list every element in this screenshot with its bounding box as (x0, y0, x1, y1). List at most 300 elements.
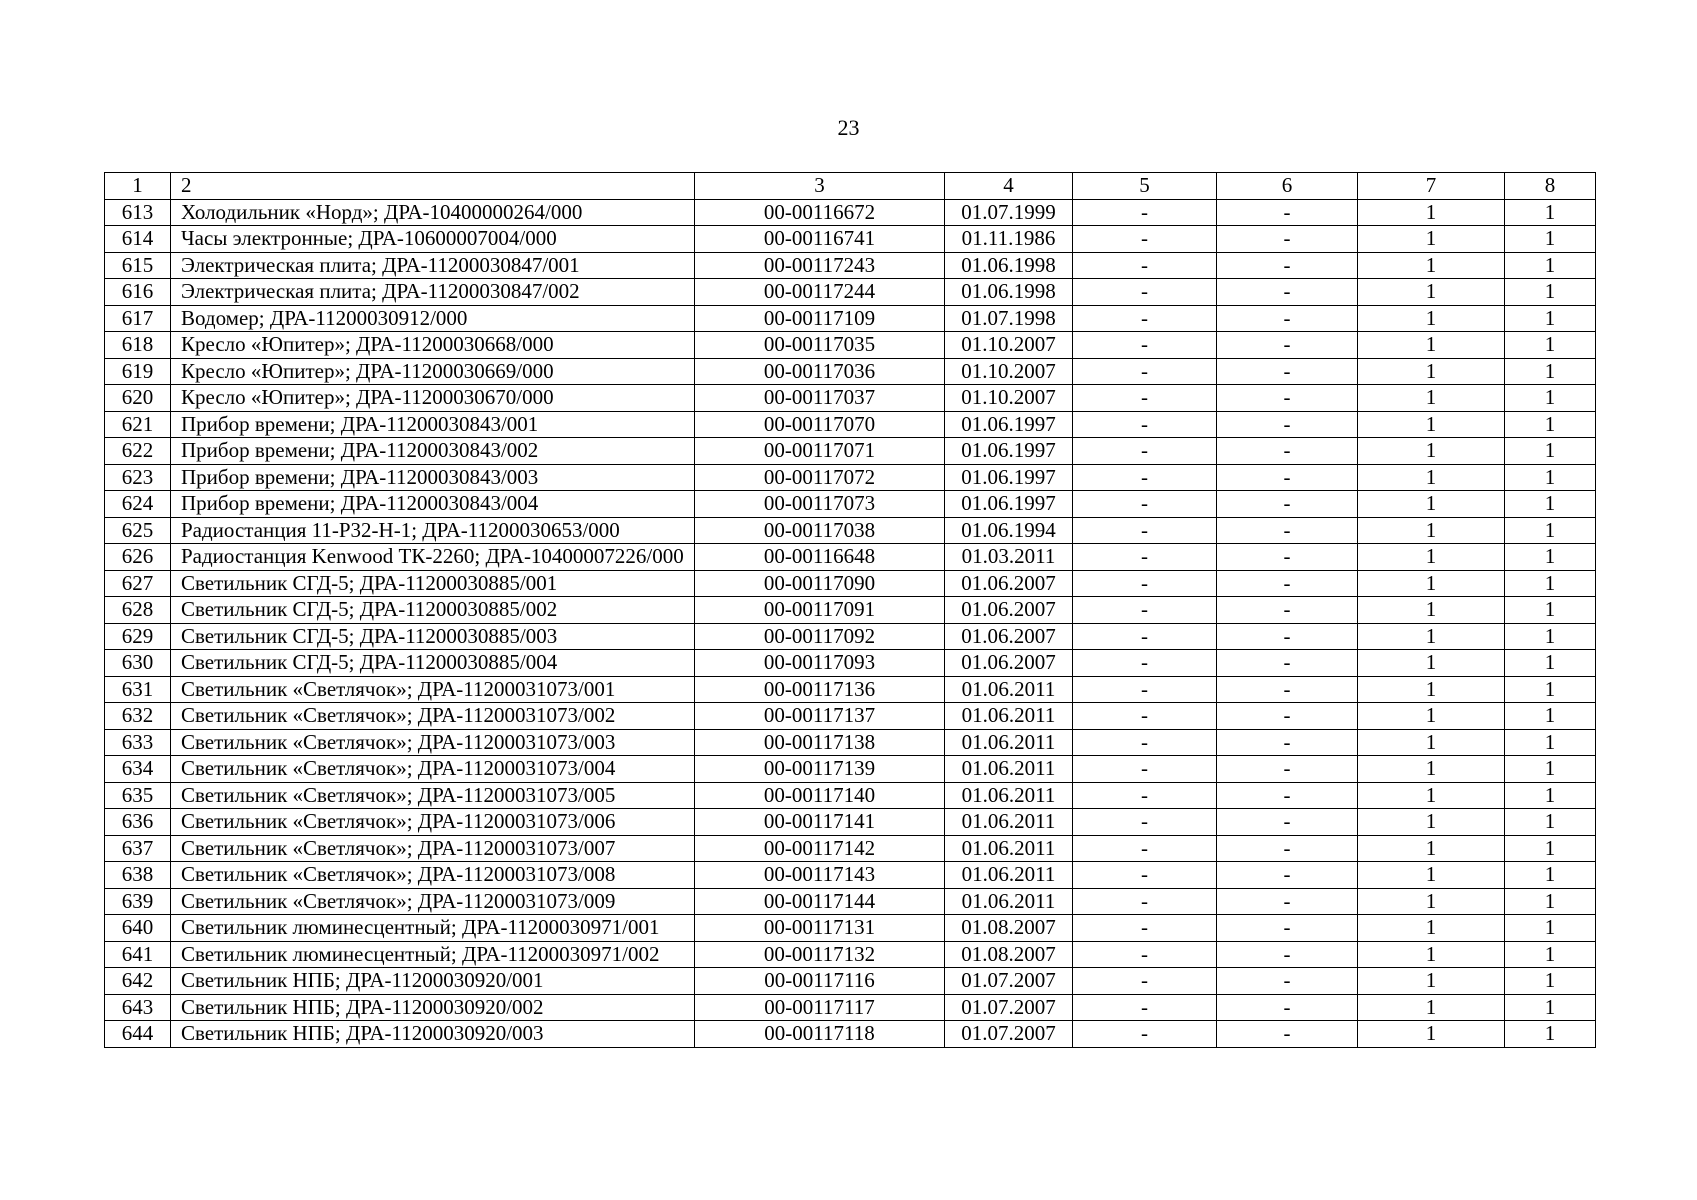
row-number-cell: 625 (105, 517, 171, 544)
item-name-cell: Радиостанция Kenwood ТК-2260; ДРА-10400007226/000 (171, 544, 695, 571)
column-6-cell: - (1217, 358, 1358, 385)
column-8-cell: 1 (1505, 438, 1596, 465)
date-cell: 01.06.1998 (945, 252, 1073, 279)
inventory-number-cell: 00-00117109 (695, 305, 945, 332)
date-cell: 01.06.1997 (945, 411, 1073, 438)
column-5-cell: - (1073, 544, 1217, 571)
column-6-cell: - (1217, 305, 1358, 332)
item-name-cell: Светильник НПБ; ДРА-11200030920/001 (171, 968, 695, 995)
row-number-cell: 624 (105, 491, 171, 518)
table-row (105, 464, 1596, 491)
column-7-cell: 1 (1358, 411, 1505, 438)
column-header-8: 8 (1505, 173, 1596, 200)
item-name-cell: Прибор времени; ДРА-11200030843/004 (171, 491, 695, 518)
date-cell: 01.06.1997 (945, 491, 1073, 518)
column-7-cell: 1 (1358, 623, 1505, 650)
date-cell: 01.06.2007 (945, 570, 1073, 597)
column-7-cell: 1 (1358, 968, 1505, 995)
column-7-cell: 1 (1358, 332, 1505, 359)
inventory-number-cell: 00-00117144 (695, 888, 945, 915)
row-number-cell: 619 (105, 358, 171, 385)
inventory-number-cell: 00-00117090 (695, 570, 945, 597)
table-row (105, 941, 1596, 968)
table-header (105, 173, 1596, 200)
table-row (105, 782, 1596, 809)
date-cell: 01.06.2011 (945, 888, 1073, 915)
inventory-number-cell: 00-00117091 (695, 597, 945, 624)
item-name-cell: Светильник НПБ; ДРА-11200030920/002 (171, 994, 695, 1021)
column-5-cell: - (1073, 676, 1217, 703)
table-row (105, 597, 1596, 624)
column-5-cell: - (1073, 491, 1217, 518)
date-cell: 01.10.2007 (945, 385, 1073, 412)
table-row (105, 994, 1596, 1021)
column-7-cell: 1 (1358, 305, 1505, 332)
table-row (105, 1021, 1596, 1048)
column-header-2: 2 (171, 173, 695, 200)
date-cell: 01.06.2007 (945, 650, 1073, 677)
column-6-cell: - (1217, 835, 1358, 862)
row-number-cell: 643 (105, 994, 171, 1021)
column-5-cell: - (1073, 623, 1217, 650)
column-6-cell: - (1217, 968, 1358, 995)
item-name-cell: Светильник «Светлячок»; ДРА-11200031073/009 (171, 888, 695, 915)
column-5-cell: - (1073, 994, 1217, 1021)
table-row (105, 491, 1596, 518)
table-row (105, 544, 1596, 571)
table-row (105, 676, 1596, 703)
date-cell: 01.06.2011 (945, 756, 1073, 783)
row-number-cell: 637 (105, 835, 171, 862)
inventory-number-cell: 00-00116741 (695, 226, 945, 253)
column-6-cell: - (1217, 279, 1358, 306)
column-5-cell: - (1073, 517, 1217, 544)
column-8-cell: 1 (1505, 915, 1596, 942)
row-number-cell: 630 (105, 650, 171, 677)
table-row (105, 968, 1596, 995)
date-cell: 01.10.2007 (945, 358, 1073, 385)
column-7-cell: 1 (1358, 888, 1505, 915)
row-number-cell: 638 (105, 862, 171, 889)
date-cell: 01.06.1994 (945, 517, 1073, 544)
table-row (105, 570, 1596, 597)
row-number-cell: 622 (105, 438, 171, 465)
column-6-cell: - (1217, 994, 1358, 1021)
date-cell: 01.06.2011 (945, 862, 1073, 889)
table-row (105, 279, 1596, 306)
table-row (105, 703, 1596, 730)
date-cell: 01.06.2007 (945, 597, 1073, 624)
inventory-number-cell: 00-00117141 (695, 809, 945, 836)
inventory-number-cell: 00-00117142 (695, 835, 945, 862)
column-5-cell: - (1073, 305, 1217, 332)
column-7-cell: 1 (1358, 729, 1505, 756)
column-7-cell: 1 (1358, 994, 1505, 1021)
column-8-cell: 1 (1505, 676, 1596, 703)
inventory-number-cell: 00-00117070 (695, 411, 945, 438)
column-7-cell: 1 (1358, 809, 1505, 836)
column-8-cell: 1 (1505, 703, 1596, 730)
column-5-cell: - (1073, 226, 1217, 253)
item-name-cell: Часы электронные; ДРА-10600007004/000 (171, 226, 695, 253)
inventory-number-cell: 00-00117037 (695, 385, 945, 412)
column-7-cell: 1 (1358, 835, 1505, 862)
row-number-cell: 613 (105, 199, 171, 226)
column-5-cell: - (1073, 385, 1217, 412)
column-6-cell: - (1217, 252, 1358, 279)
column-5-cell: - (1073, 703, 1217, 730)
item-name-cell: Кресло «Юпитер»; ДРА-11200030669/000 (171, 358, 695, 385)
column-6-cell: - (1217, 676, 1358, 703)
column-8-cell: 1 (1505, 1021, 1596, 1048)
column-8-cell: 1 (1505, 411, 1596, 438)
column-8-cell: 1 (1505, 729, 1596, 756)
row-number-cell: 617 (105, 305, 171, 332)
column-5-cell: - (1073, 729, 1217, 756)
column-7-cell: 1 (1358, 650, 1505, 677)
column-8-cell: 1 (1505, 888, 1596, 915)
inventory-number-cell: 00-00117132 (695, 941, 945, 968)
date-cell: 01.08.2007 (945, 941, 1073, 968)
date-cell: 01.07.1998 (945, 305, 1073, 332)
date-cell: 01.06.2011 (945, 703, 1073, 730)
date-cell: 01.03.2011 (945, 544, 1073, 571)
item-name-cell: Электрическая плита; ДРА-11200030847/002 (171, 279, 695, 306)
column-5-cell: - (1073, 411, 1217, 438)
column-5-cell: - (1073, 464, 1217, 491)
inventory-number-cell: 00-00117092 (695, 623, 945, 650)
date-cell: 01.06.1997 (945, 438, 1073, 465)
table-row (105, 199, 1596, 226)
row-number-cell: 642 (105, 968, 171, 995)
column-8-cell: 1 (1505, 862, 1596, 889)
column-5-cell: - (1073, 968, 1217, 995)
column-8-cell: 1 (1505, 756, 1596, 783)
column-6-cell: - (1217, 570, 1358, 597)
inventory-number-cell: 00-00117035 (695, 332, 945, 359)
table-row (105, 915, 1596, 942)
column-5-cell: - (1073, 597, 1217, 624)
table-row (105, 756, 1596, 783)
table-row (105, 411, 1596, 438)
table-row (105, 252, 1596, 279)
table-row (105, 888, 1596, 915)
column-8-cell: 1 (1505, 252, 1596, 279)
column-5-cell: - (1073, 1021, 1217, 1048)
item-name-cell: Светильник «Светлячок»; ДРА-11200031073/004 (171, 756, 695, 783)
column-7-cell: 1 (1358, 358, 1505, 385)
item-name-cell: Светильник СГД-5; ДРА-11200030885/002 (171, 597, 695, 624)
date-cell: 01.06.2007 (945, 623, 1073, 650)
inventory-number-cell: 00-00117137 (695, 703, 945, 730)
column-6-cell: - (1217, 385, 1358, 412)
row-number-cell: 620 (105, 385, 171, 412)
column-header-5: 5 (1073, 173, 1217, 200)
date-cell: 01.06.2011 (945, 729, 1073, 756)
column-header-7: 7 (1358, 173, 1505, 200)
column-7-cell: 1 (1358, 491, 1505, 518)
item-name-cell: Холодильник «Норд»; ДРА-10400000264/000 (171, 199, 695, 226)
column-5-cell: - (1073, 915, 1217, 942)
row-number-cell: 616 (105, 279, 171, 306)
row-number-cell: 634 (105, 756, 171, 783)
column-5-cell: - (1073, 756, 1217, 783)
item-name-cell: Кресло «Юпитер»; ДРА-11200030668/000 (171, 332, 695, 359)
date-cell: 01.10.2007 (945, 332, 1073, 359)
item-name-cell: Светильник «Светлячок»; ДРА-11200031073/008 (171, 862, 695, 889)
column-8-cell: 1 (1505, 623, 1596, 650)
table-body (105, 199, 1596, 1047)
row-number-cell: 621 (105, 411, 171, 438)
column-8-cell: 1 (1505, 835, 1596, 862)
item-name-cell: Светильник СГД-5; ДРА-11200030885/001 (171, 570, 695, 597)
column-6-cell: - (1217, 756, 1358, 783)
column-header-6: 6 (1217, 173, 1358, 200)
column-7-cell: 1 (1358, 941, 1505, 968)
column-header-3: 3 (695, 173, 945, 200)
inventory-number-cell: 00-00117093 (695, 650, 945, 677)
item-name-cell: Светильник «Светлячок»; ДРА-11200031073/005 (171, 782, 695, 809)
row-number-cell: 633 (105, 729, 171, 756)
column-8-cell: 1 (1505, 782, 1596, 809)
column-5-cell: - (1073, 941, 1217, 968)
row-number-cell: 631 (105, 676, 171, 703)
column-8-cell: 1 (1505, 570, 1596, 597)
item-name-cell: Прибор времени; ДРА-11200030843/003 (171, 464, 695, 491)
column-6-cell: - (1217, 332, 1358, 359)
header-row (105, 173, 1596, 200)
page-number: 23 (837, 115, 860, 140)
column-6-cell: - (1217, 411, 1358, 438)
column-7-cell: 1 (1358, 199, 1505, 226)
item-name-cell: Светильник «Светлячок»; ДРА-11200031073/007 (171, 835, 695, 862)
inventory-number-cell: 00-00117072 (695, 464, 945, 491)
column-7-cell: 1 (1358, 517, 1505, 544)
inventory-number-cell: 00-00117139 (695, 756, 945, 783)
item-name-cell: Светильник «Светлячок»; ДРА-11200031073/003 (171, 729, 695, 756)
item-name-cell: Кресло «Юпитер»; ДРА-11200030670/000 (171, 385, 695, 412)
row-number-cell: 641 (105, 941, 171, 968)
column-8-cell: 1 (1505, 994, 1596, 1021)
column-5-cell: - (1073, 199, 1217, 226)
inventory-number-cell: 00-00117117 (695, 994, 945, 1021)
item-name-cell: Прибор времени; ДРА-11200030843/002 (171, 438, 695, 465)
table-row (105, 650, 1596, 677)
item-name-cell: Светильник люминесцентный; ДРА-11200030971/002 (171, 941, 695, 968)
column-6-cell: - (1217, 226, 1358, 253)
inventory-number-cell: 00-00117136 (695, 676, 945, 703)
column-5-cell: - (1073, 438, 1217, 465)
inventory-number-cell: 00-00117138 (695, 729, 945, 756)
column-6-cell: - (1217, 888, 1358, 915)
item-name-cell: Радиостанция 11-Р32-Н-1; ДРА-11200030653/000 (171, 517, 695, 544)
column-7-cell: 1 (1358, 756, 1505, 783)
column-7-cell: 1 (1358, 570, 1505, 597)
item-name-cell: Светильник «Светлячок»; ДРА-11200031073/002 (171, 703, 695, 730)
row-number-cell: 627 (105, 570, 171, 597)
inventory-number-cell: 00-00117140 (695, 782, 945, 809)
column-8-cell: 1 (1505, 809, 1596, 836)
column-7-cell: 1 (1358, 544, 1505, 571)
row-number-cell: 628 (105, 597, 171, 624)
column-8-cell: 1 (1505, 385, 1596, 412)
date-cell: 01.06.2011 (945, 676, 1073, 703)
column-5-cell: - (1073, 570, 1217, 597)
column-5-cell: - (1073, 888, 1217, 915)
column-7-cell: 1 (1358, 226, 1505, 253)
inventory-number-cell: 00-00117143 (695, 862, 945, 889)
property-registry-table (104, 172, 1596, 1048)
date-cell: 01.07.2007 (945, 994, 1073, 1021)
item-name-cell: Светильник люминесцентный; ДРА-11200030971/001 (171, 915, 695, 942)
item-name-cell: Светильник «Светлячок»; ДРА-11200031073/006 (171, 809, 695, 836)
inventory-number-cell: 00-00117038 (695, 517, 945, 544)
column-5-cell: - (1073, 279, 1217, 306)
column-8-cell: 1 (1505, 199, 1596, 226)
column-8-cell: 1 (1505, 517, 1596, 544)
inventory-number-cell: 00-00116648 (695, 544, 945, 571)
column-7-cell: 1 (1358, 676, 1505, 703)
table-row (105, 332, 1596, 359)
column-8-cell: 1 (1505, 491, 1596, 518)
column-8-cell: 1 (1505, 358, 1596, 385)
table-row (105, 809, 1596, 836)
column-6-cell: - (1217, 941, 1358, 968)
row-number-cell: 629 (105, 623, 171, 650)
column-6-cell: - (1217, 517, 1358, 544)
date-cell: 01.07.2007 (945, 1021, 1073, 1048)
column-7-cell: 1 (1358, 279, 1505, 306)
column-7-cell: 1 (1358, 862, 1505, 889)
column-header-1: 1 (105, 173, 171, 200)
column-5-cell: - (1073, 809, 1217, 836)
column-6-cell: - (1217, 729, 1358, 756)
column-5-cell: - (1073, 650, 1217, 677)
column-6-cell: - (1217, 1021, 1358, 1048)
column-7-cell: 1 (1358, 703, 1505, 730)
table-row (105, 862, 1596, 889)
row-number-cell: 614 (105, 226, 171, 253)
row-number-cell: 632 (105, 703, 171, 730)
item-name-cell: Светильник СГД-5; ДРА-11200030885/004 (171, 650, 695, 677)
column-8-cell: 1 (1505, 968, 1596, 995)
column-8-cell: 1 (1505, 279, 1596, 306)
column-6-cell: - (1217, 491, 1358, 518)
column-8-cell: 1 (1505, 597, 1596, 624)
inventory-number-cell: 00-00117118 (695, 1021, 945, 1048)
column-6-cell: - (1217, 464, 1358, 491)
table-row (105, 305, 1596, 332)
table-row (105, 358, 1596, 385)
column-8-cell: 1 (1505, 332, 1596, 359)
date-cell: 01.07.1999 (945, 199, 1073, 226)
column-5-cell: - (1073, 252, 1217, 279)
inventory-number-cell: 00-00117036 (695, 358, 945, 385)
item-name-cell: Водомер; ДРА-11200030912/000 (171, 305, 695, 332)
date-cell: 01.06.1998 (945, 279, 1073, 306)
inventory-number-cell: 00-00117073 (695, 491, 945, 518)
item-name-cell: Светильник «Светлячок»; ДРА-11200031073/001 (171, 676, 695, 703)
column-6-cell: - (1217, 862, 1358, 889)
column-6-cell: - (1217, 438, 1358, 465)
row-number-cell: 635 (105, 782, 171, 809)
row-number-cell: 618 (105, 332, 171, 359)
table-row (105, 517, 1596, 544)
column-6-cell: - (1217, 199, 1358, 226)
table-row (105, 385, 1596, 412)
table-row (105, 729, 1596, 756)
date-cell: 01.06.2011 (945, 782, 1073, 809)
date-cell: 01.08.2007 (945, 915, 1073, 942)
inventory-number-cell: 00-00117243 (695, 252, 945, 279)
item-name-cell: Светильник НПБ; ДРА-11200030920/003 (171, 1021, 695, 1048)
column-8-cell: 1 (1505, 464, 1596, 491)
date-cell: 01.06.2011 (945, 835, 1073, 862)
column-8-cell: 1 (1505, 305, 1596, 332)
inventory-number-cell: 00-00117116 (695, 968, 945, 995)
row-number-cell: 623 (105, 464, 171, 491)
column-5-cell: - (1073, 835, 1217, 862)
column-7-cell: 1 (1358, 915, 1505, 942)
date-cell: 01.11.1986 (945, 226, 1073, 253)
date-cell: 01.06.1997 (945, 464, 1073, 491)
column-header-4: 4 (945, 173, 1073, 200)
table-row (105, 835, 1596, 862)
column-8-cell: 1 (1505, 226, 1596, 253)
column-8-cell: 1 (1505, 941, 1596, 968)
row-number-cell: 636 (105, 809, 171, 836)
column-7-cell: 1 (1358, 597, 1505, 624)
column-7-cell: 1 (1358, 782, 1505, 809)
column-8-cell: 1 (1505, 544, 1596, 571)
row-number-cell: 626 (105, 544, 171, 571)
column-7-cell: 1 (1358, 438, 1505, 465)
row-number-cell: 639 (105, 888, 171, 915)
date-cell: 01.07.2007 (945, 968, 1073, 995)
item-name-cell: Прибор времени; ДРА-11200030843/001 (171, 411, 695, 438)
column-8-cell: 1 (1505, 650, 1596, 677)
inventory-number-cell: 00-00117131 (695, 915, 945, 942)
column-5-cell: - (1073, 862, 1217, 889)
inventory-number-cell: 00-00117244 (695, 279, 945, 306)
column-7-cell: 1 (1358, 252, 1505, 279)
inventory-number-cell: 00-00117071 (695, 438, 945, 465)
row-number-cell: 644 (105, 1021, 171, 1048)
column-5-cell: - (1073, 782, 1217, 809)
column-6-cell: - (1217, 915, 1358, 942)
date-cell: 01.06.2011 (945, 809, 1073, 836)
table-row (105, 623, 1596, 650)
column-6-cell: - (1217, 782, 1358, 809)
column-6-cell: - (1217, 544, 1358, 571)
item-name-cell: Электрическая плита; ДРА-11200030847/001 (171, 252, 695, 279)
inventory-number-cell: 00-00116672 (695, 199, 945, 226)
column-5-cell: - (1073, 358, 1217, 385)
row-number-cell: 640 (105, 915, 171, 942)
item-name-cell: Светильник СГД-5; ДРА-11200030885/003 (171, 623, 695, 650)
column-6-cell: - (1217, 623, 1358, 650)
column-7-cell: 1 (1358, 464, 1505, 491)
column-5-cell: - (1073, 332, 1217, 359)
row-number-cell: 615 (105, 252, 171, 279)
column-6-cell: - (1217, 650, 1358, 677)
column-6-cell: - (1217, 597, 1358, 624)
table-row (105, 226, 1596, 253)
column-6-cell: - (1217, 809, 1358, 836)
column-6-cell: - (1217, 703, 1358, 730)
table-row (105, 438, 1596, 465)
column-7-cell: 1 (1358, 385, 1505, 412)
